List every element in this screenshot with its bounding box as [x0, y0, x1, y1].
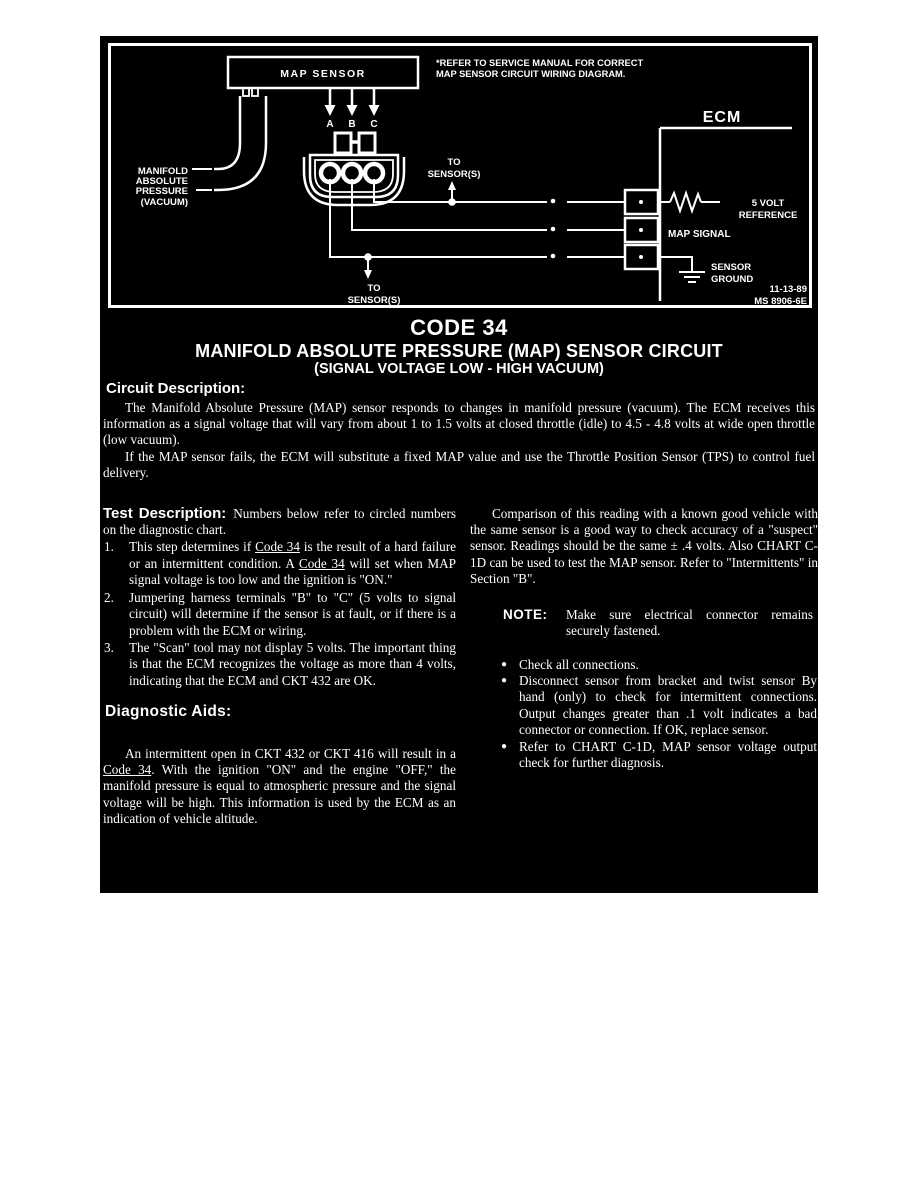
five-volt-reference-label [739, 198, 798, 221]
list-item-text: Disconnect sensor from bracket and twist sensor By hand (only) to check for intermittent connections. Output changes greater than .1 volt indicates a bad connector or connection. If OK, replace sensor. [519, 672, 817, 738]
manifold-pointer-lines [192, 169, 212, 190]
diagram-date: 11-13-89 [769, 284, 807, 295]
svg-text:TO: TO [447, 157, 461, 168]
list-item [501, 657, 818, 673]
pin-arrows [325, 88, 380, 116]
resistor-symbol [658, 193, 720, 211]
svg-text:SENSOR(S): SENSOR(S) [347, 295, 401, 306]
step-number: 1. [104, 539, 114, 555]
svg-text:(VACUUM): (VACUUM) [140, 197, 188, 208]
svg-text:TO: TO [367, 283, 381, 294]
test-description-intro-text: Numbers below refer to circled numbers on the diagnostic chart. [103, 505, 456, 538]
svg-text:GROUND: GROUND [711, 274, 754, 285]
ground-symbol [658, 257, 705, 282]
circuit-description-para2: If the MAP sensor fails, the ECM will substitute a fixed MAP value and use the Throttle Position Sensor (TPS) to control fuel delivery. [103, 448, 815, 481]
ecm-label: ECM [702, 109, 742, 126]
test-description-intro [103, 506, 456, 539]
two-column-layout [100, 506, 818, 828]
note-block [503, 607, 818, 640]
svg-text:A: A [326, 119, 334, 130]
sensor-ground-label [711, 262, 753, 285]
svg-text:B: B [348, 119, 356, 130]
checklist [501, 657, 818, 772]
to-sensors-bottom [348, 253, 401, 306]
left-column [103, 506, 456, 828]
note-text: Make sure electrical connector remains securely fastened. [566, 606, 813, 639]
circuit-description-heading: Circuit Description: [106, 380, 246, 398]
test-step-3 [103, 640, 456, 689]
ecm-terminal-boxes [625, 190, 658, 269]
step-text: The "Scan" tool may not display 5 volts. The important thing is that the ECM recognizes the voltage as more than 4 volts, indicating that the ECM and CKT 432 are OK. [129, 639, 456, 688]
bullet-icon: ● [501, 658, 508, 670]
map-sensor-label: MAP SENSOR [280, 68, 366, 80]
to-sensors-top [428, 157, 481, 206]
svg-text:SENSOR: SENSOR [711, 262, 752, 273]
list-item-text: Check all connections. [519, 656, 639, 672]
circuit-title: MANIFOLD ABSOLUTE PRESSURE (MAP) SENSOR CIRCUIT [195, 341, 723, 362]
bullet-icon: ● [501, 674, 508, 686]
text-section [100, 316, 818, 828]
svg-text:5 VOLT: 5 VOLT [751, 198, 785, 209]
test-step-2 [103, 590, 456, 639]
svg-text:REFERENCE: REFERENCE [738, 210, 798, 221]
splice-marks [551, 199, 556, 259]
svg-text:PRESSURE: PRESSURE [135, 186, 188, 197]
map-sensor-wiring-diagram [108, 43, 812, 308]
step-text: This step determines if Code 34 is the result of a hard failure or an intermittent condition. A Code 34 will set when MAP signal voltage is too low and the ignition is "ON." [129, 539, 457, 588]
comparison-para: Comparison of this reading with a known good vehicle with the same sensor is a good way to check accuracy of a "suspect" sensor. Readings should be the same ± .4 volts. Also CHART C-1D can be used to test the MAP sensor. Refer to "Intermittents" in Section "B". [470, 505, 818, 587]
vacuum-elbow-tube [214, 96, 266, 190]
circuit-wires [330, 179, 625, 257]
list-item [501, 739, 818, 772]
list-item-text: Refer to CHART C-1D, MAP sensor voltage output check for further diagnosis. [519, 738, 817, 770]
note-label: NOTE: [503, 606, 548, 622]
diagram-footnote-line2: MAP SENSOR CIRCUIT WIRING DIAGRAM. [436, 69, 626, 79]
test-step-1 [103, 539, 456, 588]
diagnostic-aids-para: An intermittent open in CKT 432 or CKT 416 will result in a Code 34. With the ignition "ON" and the engine "OFF," the manifold pressure is equal to atmospheric pressure and the signal voltage will be high. This information is used by the ECM as an indication of vehicle altitude. [103, 745, 456, 827]
right-column [470, 506, 818, 828]
diagnostic-aids-heading: Diagnostic Aids: [105, 703, 232, 721]
connector-lock-tab [335, 133, 375, 153]
diagram-footnote-line1: *REFER TO SERVICE MANUAL FOR CORRECT [436, 58, 644, 68]
test-description-heading: Test Description: [103, 504, 227, 522]
page-title: CODE 34 [410, 315, 508, 340]
pin-letter-labels [326, 119, 377, 130]
svg-text:ABSOLUTE: ABSOLUTE [135, 176, 188, 187]
circuit-subtitle: (SIGNAL VOLTAGE LOW - HIGH VACUUM) [314, 360, 604, 377]
list-item [501, 673, 818, 739]
svg-text:C: C [370, 119, 378, 130]
bullet-icon: ● [501, 740, 508, 752]
svg-text:SENSOR(S): SENSOR(S) [427, 169, 481, 180]
printed-page-region [100, 36, 818, 893]
step-number: 2. [104, 589, 114, 605]
svg-text:MANIFOLD: MANIFOLD [137, 166, 188, 177]
step-number: 3. [104, 639, 114, 655]
diagram-doc-number: MS 8906-6E [754, 296, 807, 307]
manifold-absolute-pressure-label [136, 166, 188, 208]
map-signal-label: MAP SIGNAL [668, 229, 731, 240]
circuit-description-para1: The Manifold Absolute Pressure (MAP) sensor responds to changes in manifold pressure (vacuum). The ECM receives this information as a signal voltage that will vary from about 1 to 1.5 volts at closed throttle (idle) to 4.5 - 4.8 volts at wide open throttle (low vacuum). [103, 399, 815, 448]
step-text: Jumpering harness terminals "B" to "C" (5 volts to signal circuit) will determine if the sensor is at fault, or if there is a problem with the ECM or wiring. [129, 589, 456, 638]
